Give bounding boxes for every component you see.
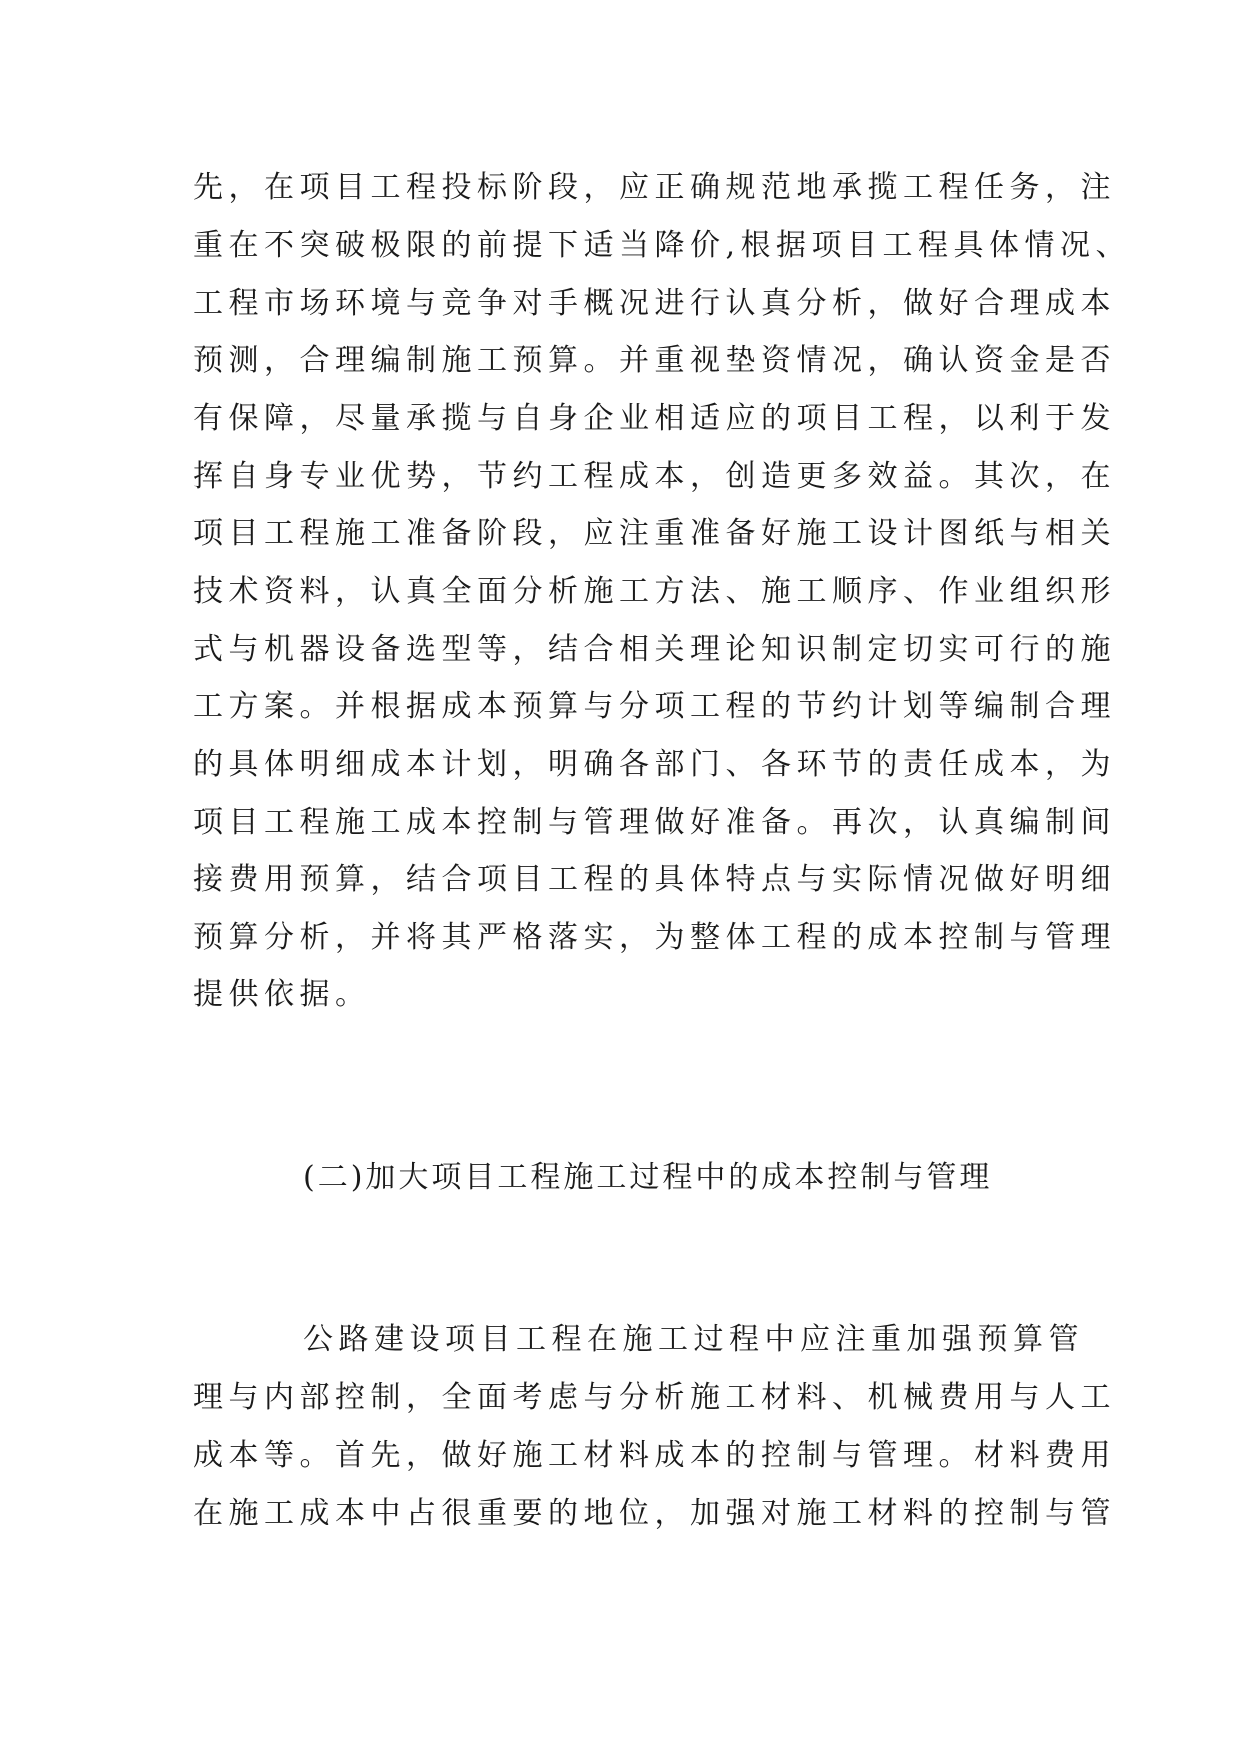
paragraph1-line-3: 工程市场环境与竞争对手概况进行认真分析，做好合理成本 [193,286,1116,321]
paragraph1-line-6: 挥自身专业优势，节约工程成本，创造更多效益。其次，在 [193,459,1116,494]
section-heading: (二)加大项目工程施工过程中的成本控制与管理 [303,1160,993,1195]
paragraph1-line-10: 工方案。并根据成本预算与分项工程的节约计划等编制合理 [193,689,1116,724]
paragraph1-line-2: 重在不突破极限的前提下适当降价,根据项目工程具体情况、 [193,228,1132,263]
paragraph2-line-2: 理与内部控制，全面考虑与分析施工材料、机械费用与人工 [193,1380,1116,1415]
paragraph1-line-4: 预测，合理编制施工预算。并重视垫资情况，确认资金是否 [193,343,1116,378]
paragraph1-line-11: 的具体明细成本计划，明确各部门、各环节的责任成本，为 [193,747,1116,782]
paragraph1-line-9: 式与机器设备选型等，结合相关理论知识制定切实可行的施 [193,632,1116,667]
paragraph1-line-1: 先，在项目工程投标阶段，应正确规范地承揽工程任务，注 [193,170,1116,205]
paragraph2-line-3: 成本等。首先，做好施工材料成本的控制与管理。材料费用 [193,1438,1116,1473]
paragraph1-line-12: 项目工程施工成本控制与管理做好准备。再次，认真编制间 [193,805,1116,840]
paragraph1-line-5: 有保障，尽量承揽与自身企业相适应的项目工程，以利于发 [193,401,1116,436]
paragraph2-line-4: 在施工成本中占很重要的地位，加强对施工材料的控制与管 [193,1496,1116,1531]
paragraph1-line-15: 提供依据。 [193,977,371,1012]
paragraph1-line-13: 接费用预算，结合项目工程的具体特点与实际情况做好明细 [193,862,1116,897]
paragraph2-line-1: 公路建设项目工程在施工过程中应注重加强预算管 [303,1322,1084,1357]
paragraph1-line-14: 预算分析，并将其严格落实，为整体工程的成本控制与管理 [193,920,1116,955]
paragraph1-line-8: 技术资料，认真全面分析施工方法、施工顺序、作业组织形 [193,574,1116,609]
paragraph1-line-7: 项目工程施工准备阶段，应注重准备好施工设计图纸与相关 [193,516,1116,551]
